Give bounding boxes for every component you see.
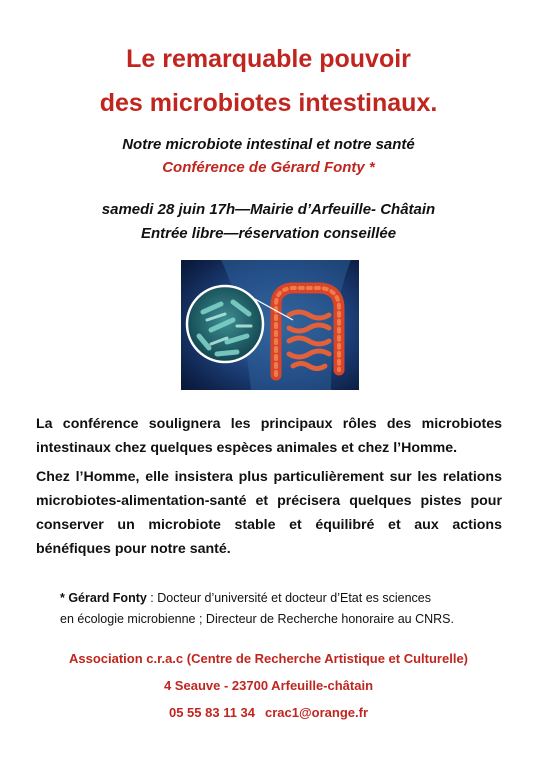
intestine-image xyxy=(181,260,359,390)
speaker-note-name: * Gérard Fonty xyxy=(60,591,147,605)
contact-line xyxy=(0,704,537,722)
date-place: samedi 28 juin 17h—Mairie d’Arfeuille- Châtain xyxy=(101,201,436,218)
intestine-illustration xyxy=(181,260,359,390)
entry-info: Entrée libre—réservation conseillée xyxy=(140,225,397,242)
phone-number: 05 55 83 11 34 xyxy=(168,705,256,720)
description-paragraph-2: Chez l’Homme, elle insistera plus particulièrement sur les relations microbiotes-alimentation-santé et précisera quelques pistes pour conserver un microbiote stable et équilibré et aux actions bénéfiques pour notre santé. xyxy=(36,469,502,557)
speaker-note-line-1 xyxy=(60,587,520,609)
email-address[interactable]: crac1@orange.fr xyxy=(265,705,369,720)
poster-title-line-2: des microbiotes intestinaux. xyxy=(99,89,438,117)
speaker-note-text-1: : Docteur d’université et docteur d’Etat es sciences xyxy=(146,591,431,605)
description-paragraph-1: La conférence soulignera les principaux rôles des microbiotes intestinaux chez quelques espèces animales et chez l’Homme. xyxy=(36,416,502,456)
poster-title-line-1: Le remarquable pouvoir xyxy=(126,45,411,73)
speaker-note-line-2: en écologie microbienne ; Directeur de Recherche honoraire au CNRS. xyxy=(60,612,454,626)
association-address: 4 Seauve - 23700 Arfeuille-châtain xyxy=(163,678,374,693)
association-name: Association c.r.a.c (Centre de Recherche Artistique et Culturelle) xyxy=(68,651,469,666)
subtitle: Notre microbiote intestinal et notre santé xyxy=(122,136,415,153)
speaker-line: Conférence de Gérard Fonty * xyxy=(162,159,375,176)
